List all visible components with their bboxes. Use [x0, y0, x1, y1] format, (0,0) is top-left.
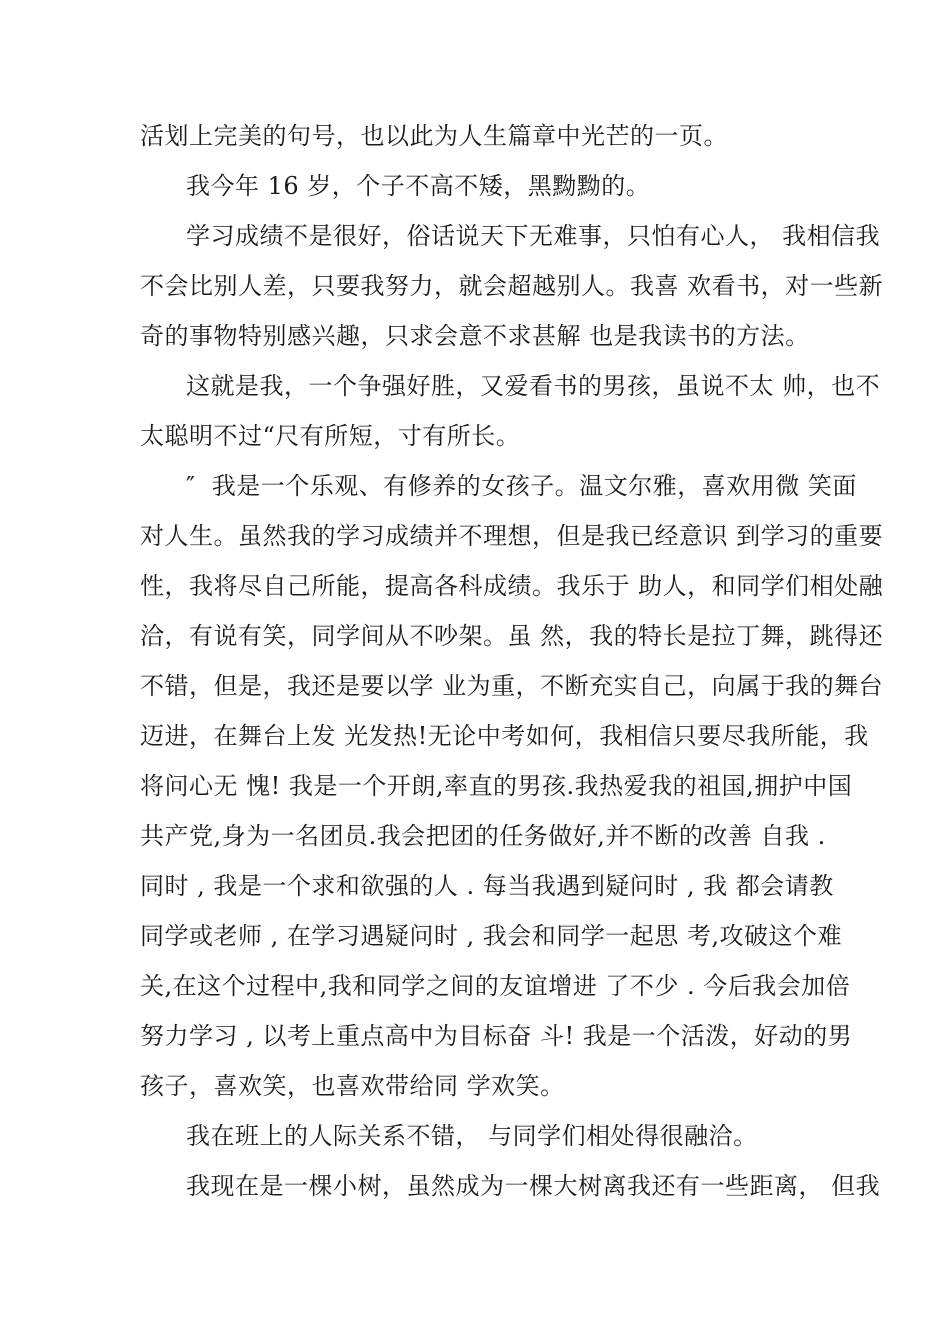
- text-line: 同时 , 我是一个求和欲强的人 . 每当我遇到疑问时 , 我 都会请教: [140, 872, 834, 900]
- text-line: ″ 我是一个乐观、有修养的女孩子。温文尔雅，喜欢用微 笑面: [186, 472, 857, 500]
- text-line: 努力学习 , 以考上重点高中为目标奋 斗! 我是一个活泼，好动的男: [140, 1022, 853, 1050]
- text-line: 奇的事物特别感兴趣，只求会意不求甚解 也是我读书的方法。: [140, 322, 810, 350]
- text-line: 我今年 16 岁，个子不高不矮，黑黝黝的。: [186, 172, 651, 200]
- text-line: 太聪明不过“尺有所短，寸有所长。: [140, 422, 521, 450]
- text-line: 活划上完美的句号，也以此为人生篇章中光芒的一页。: [140, 122, 728, 150]
- text-line: 同学或老师 , 在学习遇疑问时 , 我会和同学一起思 考,攻破这个难: [140, 922, 843, 950]
- text-line: 孩子，喜欢笑，也喜欢带给同 学欢笑。: [140, 1072, 565, 1100]
- text-line: 我在班上的人际关系不错， 与同学们相处得很融洽。: [186, 1122, 758, 1150]
- text-line: 我现在是一棵小树，虽然成为一棵大树离我还有一些距离， 但我: [186, 1172, 881, 1200]
- text-line: 不错，但是，我还是要以学 业为重，不断充实自己，向属于我的舞台: [140, 672, 884, 700]
- text-line: 共产党,身为一名团员.我会把团的任务做好,并不断的改善 自我 .: [140, 822, 826, 850]
- text-line: 性，我将尽自己所能，提高各科成绩。我乐于 助人，和同学们相处融: [140, 572, 884, 600]
- text-line: 将问心无 愧! 我是一个开朗,率直的男孩.我热爱我的祖国,拥护中国: [140, 772, 853, 800]
- text-line: 对人生。虽然我的学习成绩并不理想，但是我已经意识 到学习的重要: [140, 522, 884, 550]
- text-line: 这就是我，一个争强好胜，又爱看书的男孩，虽说不太 帅，也不: [186, 372, 881, 400]
- text-line: 学习成绩不是很好，俗话说天下无难事，只怕有心人， 我相信我: [186, 222, 881, 250]
- text-line: 不会比别人差，只要我努力，就会超越别人。我喜 欢看书，对一些新: [140, 272, 884, 300]
- text-line: 关,在这个过程中,我和同学之间的友谊增进 了不少 . 今后我会加倍: [140, 972, 851, 1000]
- text-line: 洽，有说有笑，同学间从不吵架。虽 然，我的特长是拉丁舞，跳得还: [140, 622, 884, 650]
- text-line: 迈进，在舞台上发 光发热!无论中考如何，我相信只要尽我所能，我: [140, 722, 869, 750]
